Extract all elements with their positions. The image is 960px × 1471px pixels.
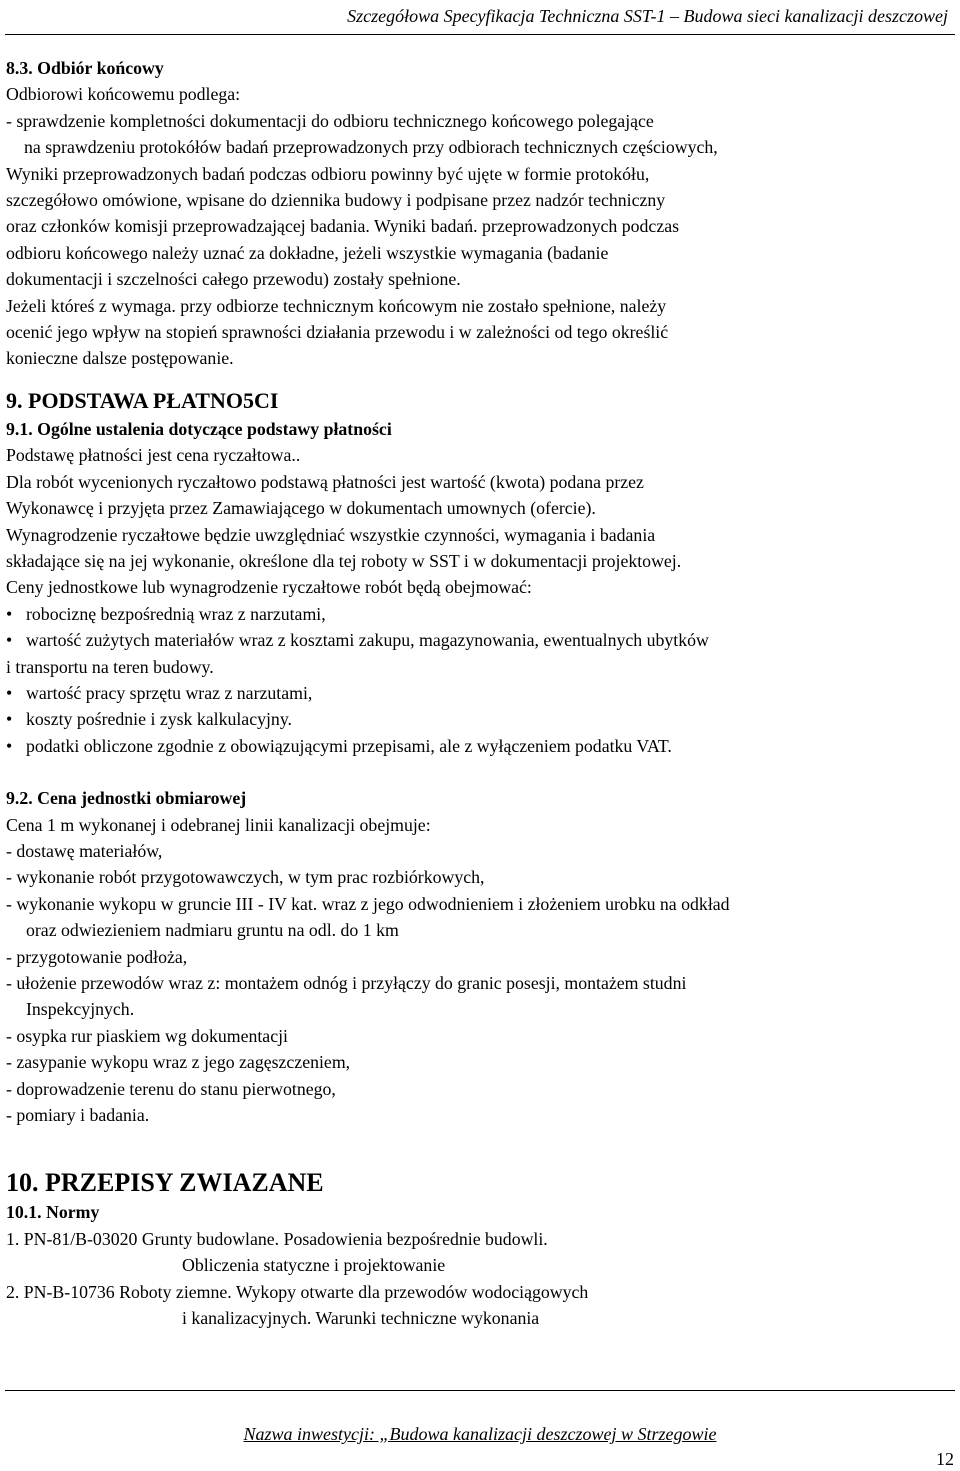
list-item: - przygotowanie podłoża, — [6, 946, 188, 967]
paragraph-line: Jeżeli któreś z wymaga. przy odbiorze technicznym końcowym nie zostało spełnione, należy — [6, 295, 667, 316]
section-10-heading: 10. PRZEPISY ZWIAZANE — [6, 1168, 324, 1198]
paragraph-line: odbioru końcowego należy uznać za dokładne, jeżeli wszystkie wymagania (badanie — [6, 242, 609, 263]
bullet-item: • robociznę bezpośrednią wraz z narzutami, — [6, 601, 956, 627]
bullet-item: • podatki obliczone zgodnie z obowiązującymi przepisami, ale z wyłączeniem podatku VAT. — [6, 733, 956, 759]
bullet-item: • wartość pracy sprzętu wraz z narzutami, — [6, 680, 956, 706]
list-item: - ułożenie przewodów wraz z: montażem odnóg i przyłączy do granic posesji, montażem studni — [6, 973, 687, 993]
paragraph-line: Odbiorowi końcowemu podlega: — [6, 84, 241, 105]
list-item: - dostawę materiałów, — [6, 840, 163, 861]
bullet-item: • koszty pośrednie i zysk kalkulacyjny. — [6, 706, 956, 732]
page-header: Szczegółowa Specyfikacja Techniczna SST-1 – Budowa sieci kanalizacji deszczowej — [347, 6, 948, 26]
paragraph-line: - sprawdzenie kompletności dokumentacji do odbioru technicznego końcowego polegające — [6, 110, 654, 131]
section-10-1-heading: 10.1. Normy — [6, 1202, 100, 1223]
norm-item: 2. PN-B-10736 Roboty ziemne. Wykopy otwarte dla przewodów wodociągowych — [6, 1281, 589, 1302]
norm-item-continuation: i kanalizacyjnych. Warunki techniczne wykonania — [182, 1308, 540, 1329]
section-9-2-heading: 9.2. Cena jednostki obmiarowej — [6, 788, 247, 809]
list-item: - wykonanie wykopu w gruncie III - IV kat. wraz z jego odwodnieniem i złożeniem urobku na odkład — [6, 893, 730, 914]
paragraph-line: konieczne dalsze postępowanie. — [6, 348, 234, 369]
document-body — [6, 55, 956, 1331]
list-item: - doprowadzenie terenu do stanu pierwotnego, — [6, 1078, 336, 1099]
list-item: - wykonanie robót przygotowawczych, w tym prac rozbiórkowych, — [6, 867, 485, 888]
paragraph-line: Ceny jednostkowe lub wynagrodzenie ryczałtowe robót będą obejmować: — [6, 577, 532, 598]
bullet-item: • wartość zużytych materiałów wraz z kosztami zakupu, magazynowania, ewentualnych ubytków — [6, 627, 956, 653]
list-item: - zasypanie wykopu wraz z jego zagęszczeniem, — [6, 1052, 351, 1073]
list-item: - pomiary i badania. — [6, 1105, 150, 1126]
norm-item: 1. PN-81/B-03020 Grunty budowlane. Posadowienia bezpośrednie budowli. — [6, 1228, 548, 1249]
bullet-continuation: i transportu na teren budowy. — [6, 656, 214, 677]
spacer — [6, 759, 956, 785]
spacer — [6, 1128, 956, 1167]
list-item-continuation: Inspekcyjnych. — [26, 999, 135, 1020]
paragraph-line: dokumentacji i szczelności całego przewodu) zostały spełnione. — [6, 269, 461, 290]
footer-rule — [5, 1390, 955, 1391]
paragraph-line: składające się na jej wykonanie, określone dla tej roboty w SST i w dokumentacji projektowej. — [6, 550, 682, 571]
page-footer: Nazwa inwestycji: „Budowa kanalizacji deszczowej w Strzegowie — [243, 1424, 717, 1444]
list-item-continuation: oraz odwiezieniem nadmiaru gruntu na odl. do 1 km — [26, 920, 399, 941]
page-number: 12 — [936, 1449, 954, 1469]
paragraph-line: Cena 1 m wykonanej i odebranej linii kanalizacji obejmuje: — [6, 814, 431, 835]
norm-item-continuation: Obliczenia statyczne i projektowanie — [182, 1255, 446, 1276]
paragraph-line: na sprawdzeniu protokółów badań przeprowadzonych przy odbiorach technicznych częściowych, — [24, 137, 718, 158]
list-item: - osypka rur piaskiem wg dokumentacji — [6, 1025, 288, 1046]
section-9-heading: 9. PODSTAWA PŁATNO5CI — [6, 387, 279, 413]
paragraph-line: Dla robót wycenionych ryczałtowo podstawą płatności jest wartość (kwota) podana przez — [6, 471, 644, 492]
paragraph-line: Podstawę płatności jest cena ryczałtowa.. — [6, 445, 301, 466]
paragraph-line: szczegółowo omówione, wpisane do dziennika budowy i podpisane przez nadzór techniczny — [6, 190, 666, 211]
paragraph-line: oraz członków komisji przeprowadzającej badania. Wyniki badań. przeprowadzonych podczas — [6, 216, 680, 237]
section-9-1-heading: 9.1. Ogólne ustalenia dotyczące podstawy płatności — [6, 418, 392, 439]
paragraph-line: Wynagrodzenie ryczałtowe będzie uwzględniać wszystkie czynności, wymagania i badania — [6, 524, 656, 545]
paragraph-line: Wykonawcę i przyjęta przez Zamawiającego w dokumentach umownych (ofercie). — [6, 498, 596, 519]
paragraph-line: Wyniki przeprowadzonych badań podczas odbioru powinny być ujęte w formie protokółu, — [6, 163, 650, 184]
paragraph-line: ocenić jego wpływ na stopień sprawności działania przewodu i w zależności od tego określić — [6, 322, 669, 343]
section-8-3-heading: 8.3. Odbiór końcowy — [6, 58, 164, 78]
header-rule — [5, 34, 955, 35]
